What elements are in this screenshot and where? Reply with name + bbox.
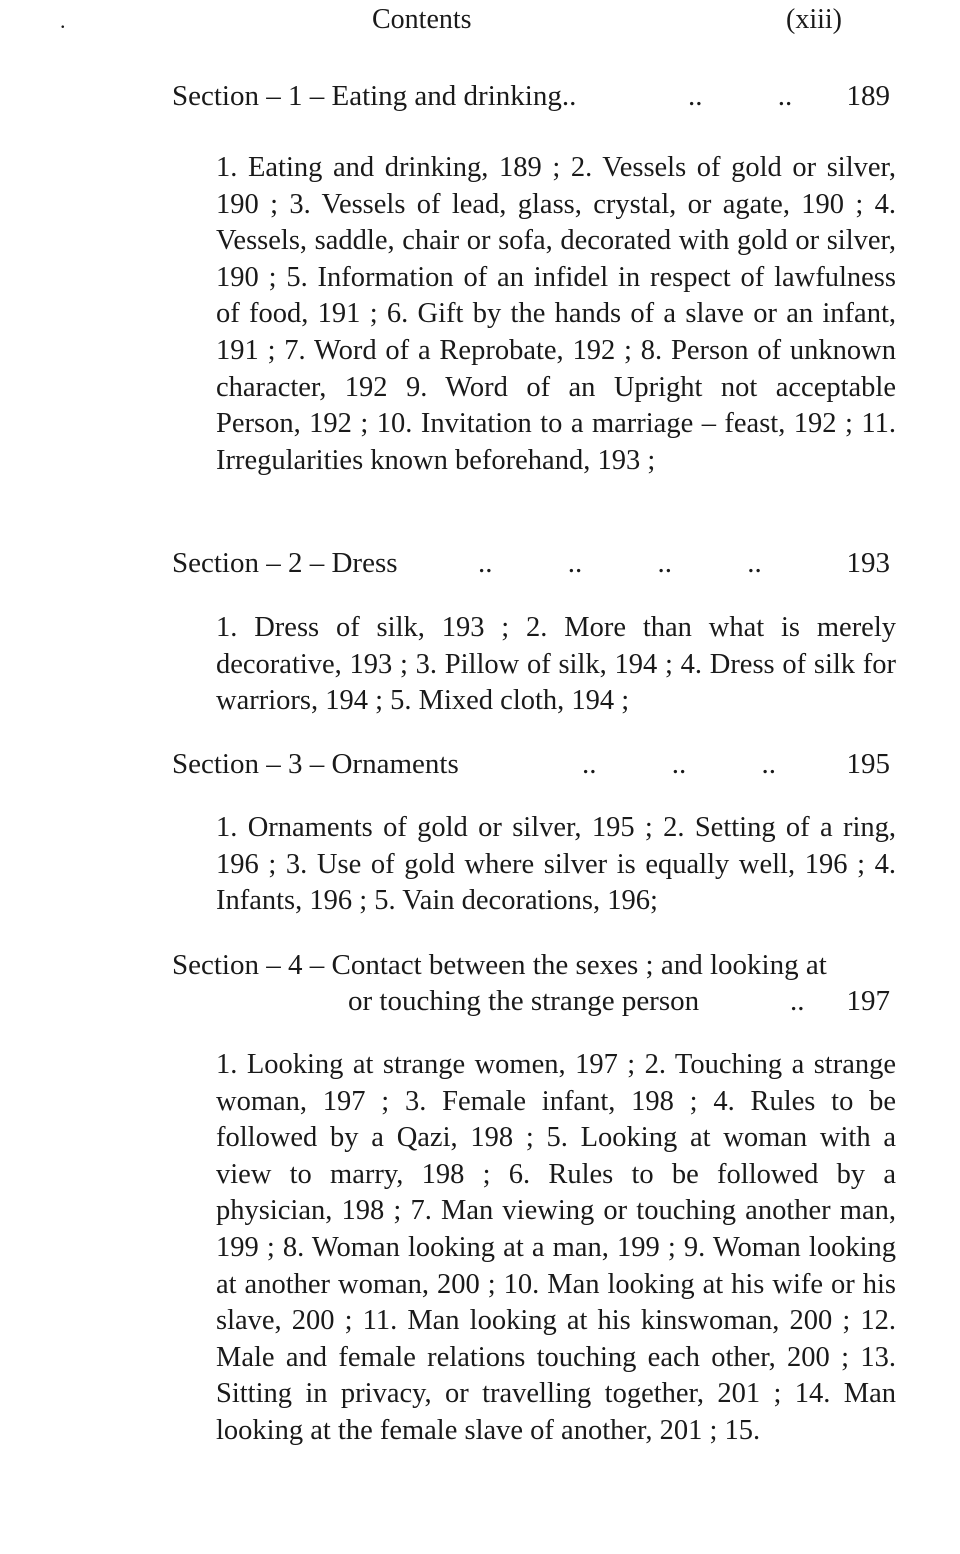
page-number: (xiii) [786, 4, 842, 35]
section-4-heading [172, 947, 890, 1019]
section-title: Section – 2 – Dress [172, 547, 398, 579]
dot-leaders: .. [790, 985, 805, 1017]
dot-leaders: .. .. .. [582, 748, 776, 780]
section-title: Section – 1 – Eating and drinking.. [172, 80, 577, 112]
section-page: 189 [846, 80, 890, 112]
section-page: 193 [846, 547, 890, 579]
section-title-continued: or touching the strange person [348, 985, 700, 1017]
section-1-entries: 1. Eating and drinking, 189 ; 2. Vessels of gold or silver, 190 ; 3. Vessels of lead, glass, crystal, or agate, 190 ; 4. Vessels, saddle, chair or sofa, decorated with gold or silver, 190 ; 5. Information of an infidel in respect of lawfulness of food, 191 ; 6. Gift by the hands of a slave or an infant, 191 ; 7. Word of a Reprobate, 192 ; 8. Person of unknown character, 192 9. Word of an Upright not acceptable Person, 192 ; 10. Invitation to a marriage – feast, 192 ; 11. Irregularities known beforehand, 193 ; [216, 152, 896, 476]
section-title: Section – 3 – Ornaments [172, 748, 459, 780]
section-2-entries: 1. Dress of silk, 193 ; 2. More than what is merely decorative, 193 ; 3. Pillow of silk, 194 ; 4. Dress of silk for warriors, 194 ; 5. Mixed cloth, 194 ; [216, 612, 896, 717]
section-3-entries: 1. Ornaments of gold or silver, 195 ; 2. Setting of a ring, 196 ; 3. Use of gold where silver is equally well, 196 ; 4. Infants, 196 ; 5. Vain decorations, 196; [216, 812, 896, 917]
stray-dot: . [60, 8, 66, 33]
section-title: Section – 4 – Contact between the sexes ; and looking at [172, 949, 827, 981]
section-4-entries: 1. Looking at strange women, 197 ; 2. Touching a strange woman, 197 ; 3. Female infant, 198 ; 4. Rules to be followed by a Qazi, 198 ; 5. Looking at woman with a view to marry, 198 ; 6. Rules to be followed by a physician, 198 ; 7. Man viewing or touching another man, 199 ; 8. Woman looking at a man, 199 ; 9. Woman looking at another woman, 200 ; 10. Man looking at his wife or his slave, 200 ; 11. Man looking at his kinswoman, 200 ; 12. Male and female relations touching each other, 200 ; 13. Sitting in privacy, or travelling together, 201 ; 14. Man looking at the female slave of another, 201 ; 15. [216, 1049, 896, 1446]
dot-leaders: .. .. [688, 80, 793, 112]
section-page: 195 [846, 748, 890, 780]
section-page: 197 [846, 985, 890, 1017]
running-title: Contents [372, 4, 472, 35]
dot-leaders: .. .. .. .. [478, 547, 762, 579]
